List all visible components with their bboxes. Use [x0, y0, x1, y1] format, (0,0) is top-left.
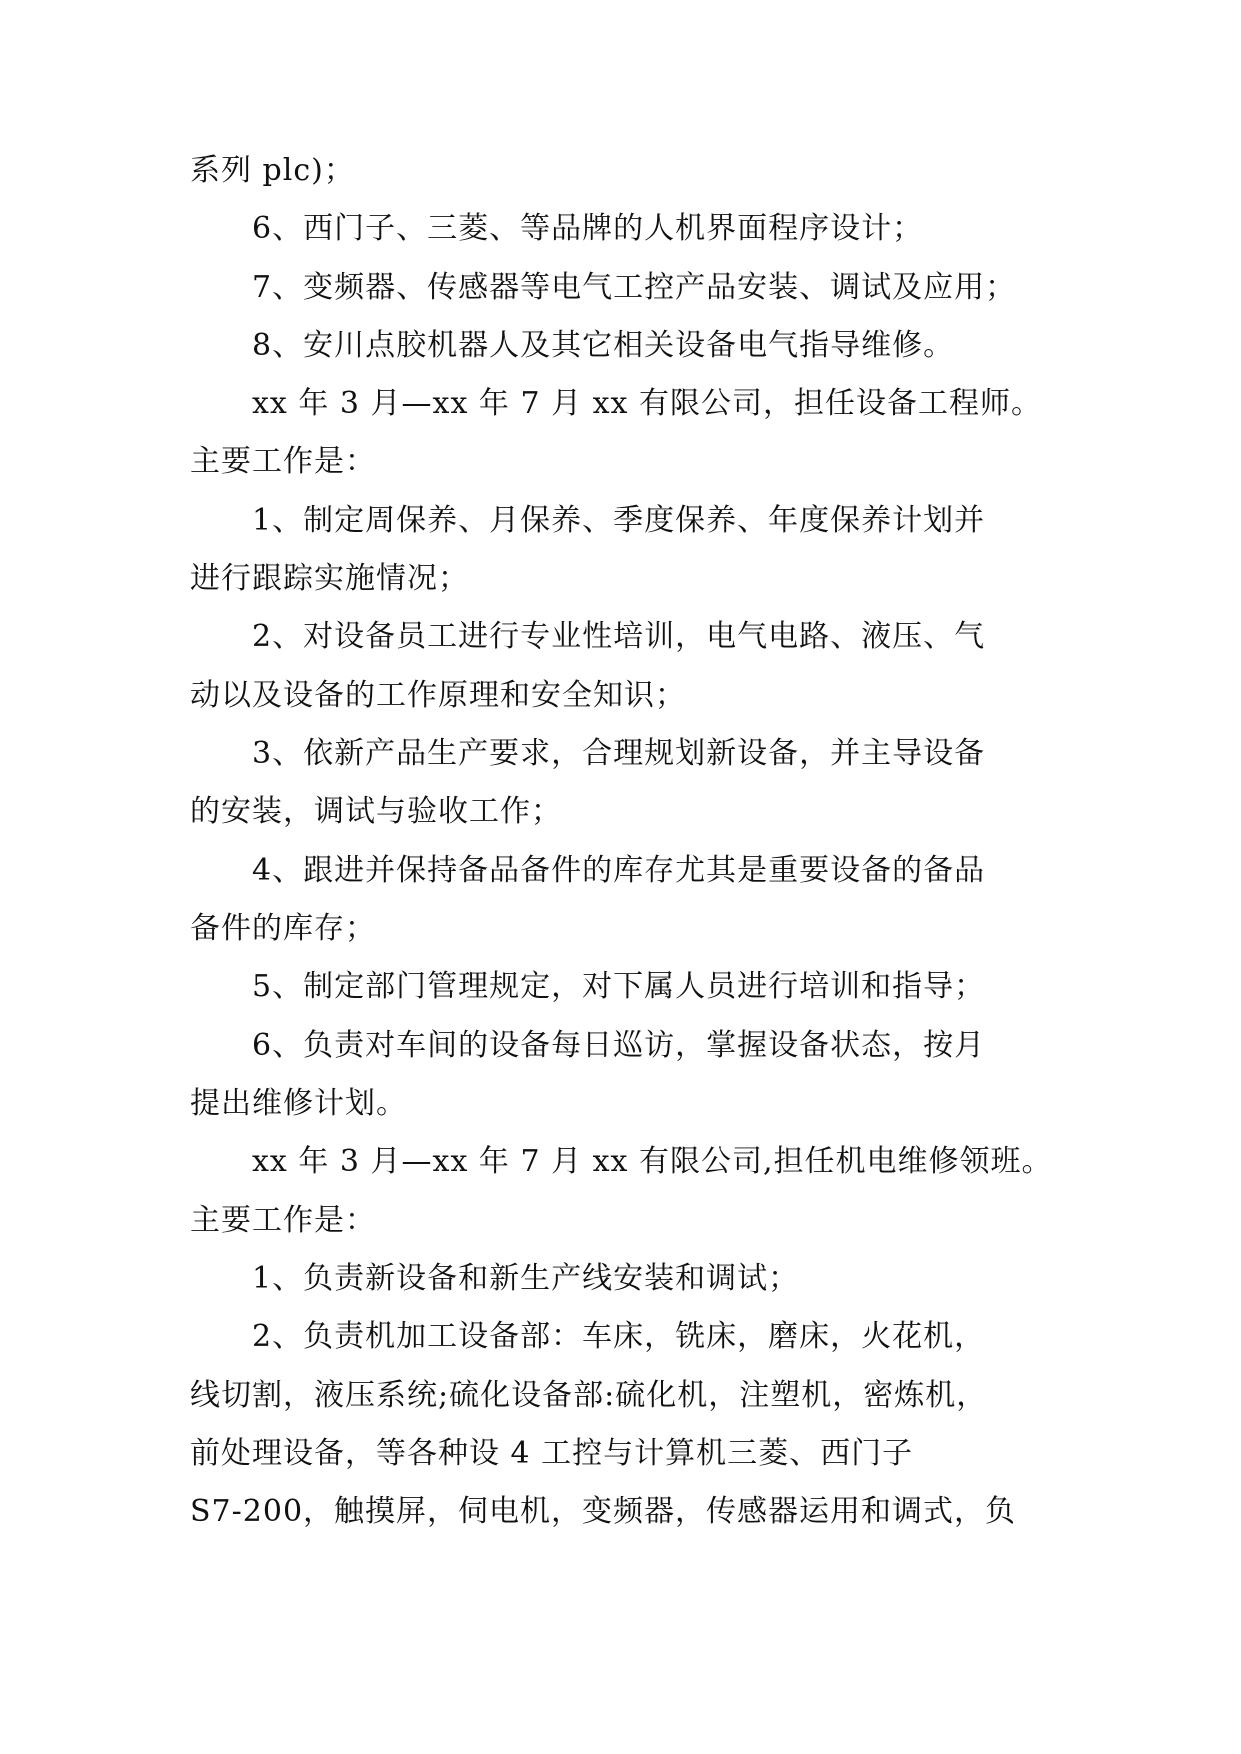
- text-line: 8、安川点胶机器人及其它相关设备电气指导维修。: [252, 328, 955, 363]
- text-line: 7、变频器、传感器等电气工控产品安装、调试及应用；: [252, 270, 1017, 305]
- text-line: 主要工作是：: [190, 444, 376, 479]
- text-line: 进行跟踪实施情况；: [190, 561, 469, 596]
- text-line: 2、对设备员工进行专业性培训，电气电路、液压、气: [252, 619, 986, 654]
- text-line: xx 年 3 月—xx 年 7 月 xx 有限公司,担任机电维修领班。: [252, 1144, 1053, 1179]
- text-line: 动以及设备的工作原理和安全知识；: [190, 678, 686, 713]
- text-line: 系列 plc)；: [190, 153, 355, 188]
- text-line: 3、依新产品生产要求，合理规划新设备，并主导设备: [252, 736, 986, 771]
- text-line: 1、负责新设备和新生产线安装和调试；: [252, 1261, 800, 1296]
- text-line: 线切割，液压系统;硫化设备部:硫化机，注塑机，密炼机，: [190, 1378, 988, 1413]
- text-line: 2、负责机加工设备部：车床，铣床，磨床，火花机，: [252, 1319, 986, 1354]
- text-line: 主要工作是：: [190, 1203, 376, 1238]
- text-line: 备件的库存；: [190, 911, 376, 946]
- text-line: 5、制定部门管理规定，对下属人员进行培训和指导；: [252, 969, 986, 1004]
- text-line: S7-200，触摸屏，伺电机，变频器，传感器运用和调式，负: [190, 1494, 1017, 1529]
- text-line: 提出维修计划。: [190, 1086, 407, 1121]
- text-line: xx 年 3 月—xx 年 7 月 xx 有限公司，担任设备工程师。: [252, 386, 1042, 421]
- text-line: 前处理设备，等各种设 4 工控与计算机三菱、西门子: [190, 1436, 914, 1471]
- text-line: 6、西门子、三菱、等品牌的人机界面程序设计；: [252, 211, 924, 246]
- text-line: 的安装，调试与验收工作；: [190, 794, 562, 829]
- text-line: 1、制定周保养、月保养、季度保养、年度保养计划并: [252, 503, 986, 538]
- text-line: 6、负责对车间的设备每日巡访，掌握设备状态，按月: [252, 1028, 986, 1063]
- text-line: 4、跟进并保持备品备件的库存尤其是重要设备的备品: [252, 853, 986, 888]
